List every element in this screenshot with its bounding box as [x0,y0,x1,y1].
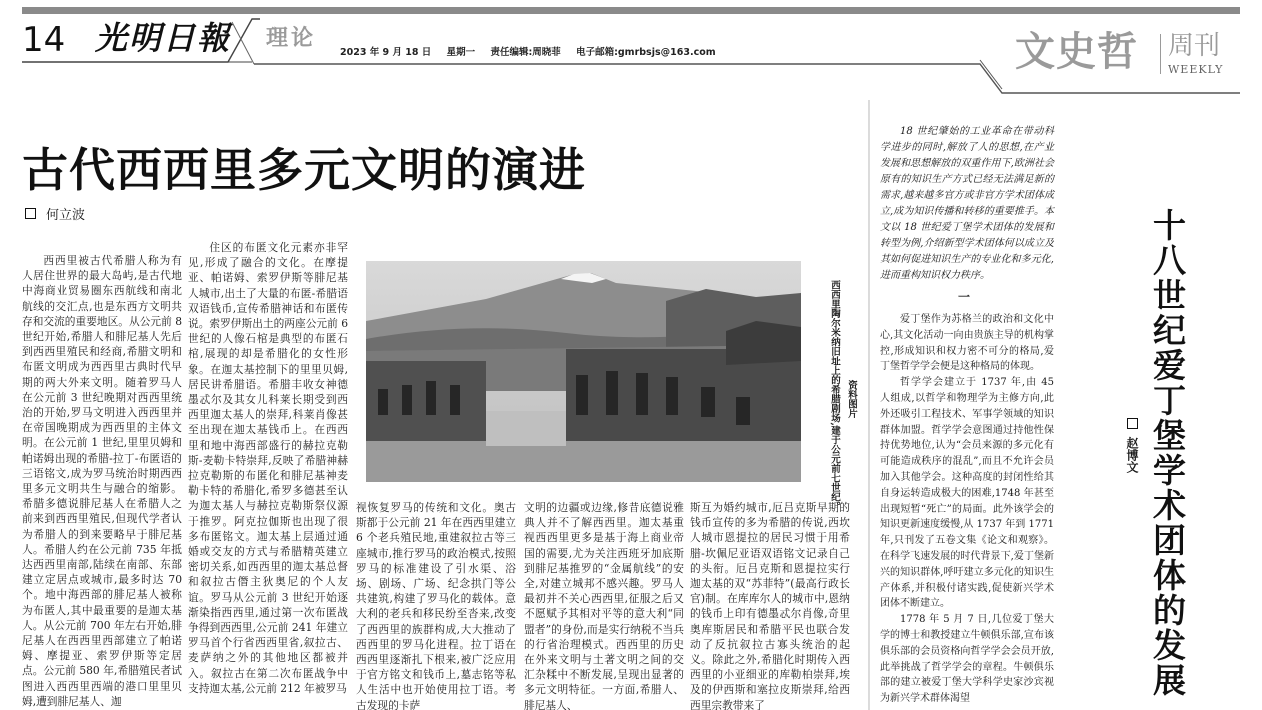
newspaper-logo: 光明日報 [95,19,232,57]
editor-name: 责任编辑:周晓菲 [490,47,561,58]
side-abstract: 18 世纪肇始的工业革命在带动科学进步的同时,解放了人的思想,在产业发展和思想解放的双重作用下,欧洲社会原有的知识生产方式已经无法满足新的需求,越来越多官方或非官方学术团体成立,成为知识传播和转移的重要推手。本文以 18 世纪爱丁堡学术团体的发展和转型为例,介绍新型学术团体何以成立及其如何促进知识生产的专业化和多元化,进而重构知识权力秩序。 [880,126,1054,281]
side-author: 赵博文 [1125,437,1139,473]
article-column-2: 住区的布匿文化元素亦非罕见,形成了融合的文化。在摩提亚、帕诺姆、索罗伊斯等腓尼基人城市,出土了大量的布匿-希腊语双语钱币,宣传希腊神话和布匿传说。索罗伊斯出土的两座公元前 6 世纪的人像石棺是典型的布匿石棺,展现的却是希腊化的女性形象。在迦太基控制下的里里贝姆,居民讲希腊语。希腊丰收女神德墨忒尔及其女儿科莱长期受到西西里迦太基人的崇拜,科莱肖像甚至出现在迦太基钱币上。在西西里和地中海西部盛行的赫拉克勒斯-麦勒卡特崇拜,反映了希腊神赫拉克勒斯的布匿化和腓尼基神麦勒卡特的希腊化,希罗多德甚至认为迦太基人与赫拉克勒斯祭仪源于推罗。阿克拉伽斯也出现了很多布匿铭文。迦太基上层通过通婚或交友的方式与希腊精英建立密切关系,如西西里的迦太基总督和叙拉古僭主狄奥尼的个人友谊。罗马从公元前 3 世纪开始逐渐染指西西里,通过第一次布匿战争得到西西里,公元前 241 年建立罗马首个行省西西里省,叙拉古、麦萨纳之外的其他地区都被并入。叙拉古在第二次布匿战争中支持迦太基,公元前 212 年被罗马 [188,241,348,695]
photo-credit: 资料图片 [846,380,857,418]
supplement-english: WEEKLY [1168,63,1224,76]
theatre-photo [366,261,801,482]
article-byline [25,207,85,225]
byline-box-icon [25,208,36,219]
side-article-title: 十八世纪爱丁堡学术团体的发展 [1148,208,1187,698]
supplement-title: 文史哲 [1015,28,1138,75]
side-paragraph: 爱丁堡作为苏格兰的政治和文化中心,其文化活动一向由贵族主导的机构掌控,形成知识和权力密不可分的格局,爱丁堡哲学学会便是这种格局的体现。 [880,314,1054,373]
side-section-number: 一 [958,290,971,304]
issue-weekday: 星期一 [446,47,476,58]
side-byline [1124,418,1140,473]
issue-date: 2023 年 9 月 18 日 [340,47,432,58]
side-paragraph: 哲学学会建立于 1737 年,由 45 人组成,以哲学和物理学为主修方向,此外还吸引工程技术、军事学领域的知识群体加盟。哲学学会意图通过持他性保持优势地位,认为“会员来源的多元化有可能造成秩序的混乱”,而且不允许会员加入其他学会。这种高度的封闭性给其自身运转造成极大的困难,1748 年甚至出现短暂“死亡”的局面。此外该学会的知识更新速度缓慢,从 1737 年到 1771 年,只刊发了五卷文集《论文和观察》。在科学飞速发展的时代背景下,爱丁堡新兴的知识群体,呼吁建立多元化的知识生产体系,并积极付诸实践,促使新兴学术团体不断建立。 [880,377,1054,610]
page-number: 14 [22,20,66,60]
byline-box-icon [1127,418,1138,429]
article-column-4: 文明的边疆或边缘,修昔底德说雅典人并不了解西西里。迦太基重视西西里更多是基于海上商业帝国的需要,尤为关注西班牙加底斯到腓尼基推罗的“金属航线”的安全,对建立城邦不感兴趣。罗马人最初并不关心西西里,征服之后又不愿赋予其相对平等的意大利“同盟者”的身份,而是实行纳税不当兵的行省治理模式。西西里的历史在外来文明与土著文明之间的交汇杂糅中不断发展,呈现出显著的多元文明特征。一方面,希腊人、腓尼基人、 [524,501,684,710]
article-column-5: 斯互为婚约城市,厄吕克斯早期的钱币宣传的多为希腊的传说,西坎人城市恩提拉的居民习惯于用希腊-坎佩尼亚语双语铭文记录自己的头衔。厄吕克斯和恩提拉实行迦太基的双“苏菲特”(最高行政长官)制。在库库尔人的城市中,恩纳的钱币上印有德墨忒尔肖像,奇里奥库斯居民和希腊平民也联合发动了反抗叙拉古寡头统治的起义。除此之外,希腊化时期传入西西里的小亚细亚的库勒柏崇拜,埃及的伊西斯和塞拉皮斯崇拜,给西西里宗教带来了 [690,501,850,710]
side-article-body [880,312,1054,710]
article-author: 何立波 [46,208,86,223]
side-paragraph: 1778 年 5 月 7 日,几位爱丁堡大学的博士和教授建立牛顿俱乐部,宣布该俱乐部的会员资格向哲学学会会员开放,此举挑战了哲学学会的章程。牛顿俱乐部的建立被爱丁堡大学科学史家沙宾视为新兴学术群体渴望 [880,614,1054,705]
article-column-3: 视恢复罗马的传统和文化。奥古斯都于公元前 21 年在西西里建立 6 个老兵殖民地,重建叙拉古等三座城市,推行罗马的政治模式,按照罗马的标准建设了引水渠、浴场、剧场、广场、纪念拱门等公共建筑,构建了罗马化的载体。意大利的老兵和移民纷至沓来,改变了西西里的族群构成,大大推动了西西里的罗马化进程。拉丁语在西西里逐渐扎下根来,被广泛应用于官方铭文和钱币上,墓志铭等私人生活中也开始使用拉丁语。考古发现的卡萨 [356,501,516,710]
supplement-type: 周刊 [1168,31,1221,61]
editor-email: 电子邮箱:gmrbsjs@163.com [576,47,716,58]
article-column-1: 西西里被古代希腊人称为有人居住世界的最大岛屿,是古代地中海商业贸易圈东西航线和南北航线的交汇点,也是东西方文明共存和交流的重要地区。从公元前 8 世纪开始,希腊人和腓尼基人先后到西西里殖民和经商,希腊文明和布匿文明成为西西里古典时代早期的两大外来文明。随着罗马人在公元前 3 世纪晚期对西西里统治的开始,罗马文明进入西西里并在帝国晚期成为西西里的主体文明。在公元前 1 世纪,里里贝姆和帕诺姆出现的希腊-拉丁-布匿语的三语铭文,成为罗马统治时期西西里多元文明共生与融合的缩影。希腊多德说腓尼基人在希腊人之前来到西西里殖民,但现代学者认为希腊人的到来要略早于腓尼基人。希腊人约在公元前 735 年抵达西西里南部,陆续在南部、东部建立定居点或城市,最多时达 70 个。地中海西部的腓尼基人被称为布匿人,其中最重要的是迦太基人。从公元前 700 年左右开始,腓尼基人在西西里西部建立了帕诺姆、摩提亚、索罗伊斯等定居点。公元前 580 年,希腊殖民者试图进入西西里西端的港口里里贝姆,遭到腓尼基人、迦 [22,254,182,708]
photo-caption: 西西里陶尔米纳旧址上的希腊剧场,建于公元前七世纪。 [829,280,840,512]
section-name: 理论 [266,26,317,51]
article-title: 古代西西里多元文明的演进 [22,143,586,197]
